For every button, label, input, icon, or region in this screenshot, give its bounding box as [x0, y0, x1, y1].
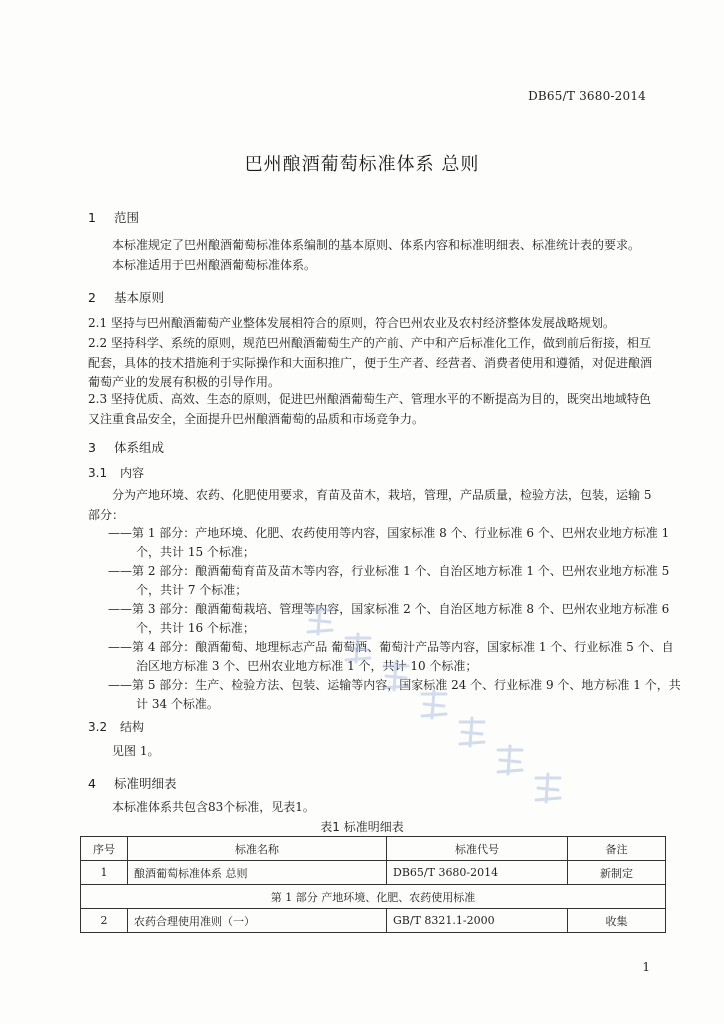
part-5-item: ——第 5 部分：生产、检验方法、包装、运输等内容，国家标准 24 个、行业标准 9 个、地方标准 1 个，共计 34 个标准。	[108, 678, 681, 711]
part-2-item: ——第 2 部分：酿酒葡萄育苗及苗木等内容，行业标准 1 个、自治区地方标准 1 个、巴州农业地方标准 5 个，共计 7 个标准；	[108, 564, 670, 597]
section-number: 3	[88, 440, 96, 455]
table-group-row	[81, 885, 666, 909]
section-1-paragraph-2: 本标准适用于巴州酿酒葡萄标准体系。	[112, 258, 317, 272]
subsection-number: 3.2	[88, 720, 108, 734]
part-4-item: ——第 4 部分：酿酒葡萄、地理标志产品 葡萄酒、葡萄汁产品等内容，国家标准 1 个、行业标准 5 个、自治区地方标准 3 个、巴州农业地方标准 1 个，共计 10 个标准；	[108, 640, 674, 673]
page-number: 1	[642, 960, 650, 974]
cell-standard-name: 农药合理使用准则（一）	[128, 909, 387, 933]
cell-remark: 收集	[568, 909, 666, 933]
clause-2-1: 2.1 坚持与巴州酿酒葡萄产业整体发展相符合的原则，符合巴州农业及农村经济整体发展战略规划。	[88, 316, 615, 330]
section-4-text: 本标准体系共包含83个标准，见表1。	[112, 800, 315, 814]
section-title: 标准明细表	[114, 776, 177, 791]
subsection-title: 内容	[120, 466, 145, 480]
table-row	[81, 861, 666, 885]
cell-standard-name: 酿酒葡萄标准体系 总则	[128, 861, 387, 885]
section-title: 范围	[114, 210, 140, 225]
header-standard-code: 标准代号	[387, 837, 568, 861]
document-code: DB65/T 3680-2014	[528, 89, 646, 103]
part-3-item: ——第 3 部分：酿酒葡萄栽培、管理等内容，国家标准 2 个、自治区地方标准 8 个、巴州农业地方标准 6 个，共计 16 个标准；	[108, 602, 670, 635]
section-number: 4	[88, 776, 96, 791]
section-3-heading	[88, 438, 164, 456]
clause-2-2: 2.2 坚持科学、系统的原则，规范巴州酿酒葡萄生产的产前、产中和产后标准化工作，做到前后衔接，相互配套，具体的技术措施利于实际操作和大面积推广，便于生产者、经营者、消费者使用和遵循，对促进酿酒葡萄产业的发展有积极的引导作用。	[88, 336, 653, 389]
clause-2-3: 2.3 坚持优质、高效、生态的原则，促进巴州酿酒葡萄生产、管理水平的不断提高为目的，既突出地域特色又注重食品安全，全面提升巴州酿酒葡萄的品质和市场竞争力。	[88, 392, 651, 426]
subsection-3-2-text: 见图 1。	[112, 744, 160, 758]
subsection-3-1-intro: 分为产地环境、农药、化肥使用要求，育苗及苗木，栽培，管理，产品质量，检验方法，包装，运输 5 部分：	[88, 488, 652, 522]
table-row	[81, 909, 666, 933]
watermark-stroke	[498, 770, 522, 772]
section-title: 体系组成	[114, 440, 165, 455]
cell-serial: 2	[81, 909, 128, 933]
section-number: 1	[88, 210, 96, 225]
watermark-stroke	[422, 714, 446, 716]
section-4-heading	[88, 774, 177, 792]
watermark-stroke	[462, 732, 482, 734]
subsection-number: 3.1	[88, 466, 108, 480]
section-title: 基本原则	[114, 290, 165, 305]
page-title: 巴州酿酒葡萄标准体系 总则	[244, 154, 480, 175]
header-remark: 备注	[568, 837, 666, 861]
cell-remark: 新制定	[568, 861, 666, 885]
subsection-3-1-heading	[88, 464, 144, 481]
part-1-item: ——第 1 部分：产地环境、化肥、农药使用等内容，国家标准 8 个、行业标准 6 个、巴州农业地方标准 1 个，共计 15 个标准；	[108, 526, 670, 559]
group-label: 第 1 部分 产地环境、化肥、农药使用标准	[81, 885, 666, 909]
section-1-heading	[88, 208, 139, 226]
cell-standard-code: GB/T 8321.1-2000	[387, 909, 568, 933]
table-caption: 表1 标准明细表	[320, 820, 404, 834]
standards-table	[80, 836, 666, 933]
cell-serial: 1	[81, 861, 128, 885]
header-standard-name: 标准名称	[128, 837, 387, 861]
subsection-title: 结构	[120, 720, 145, 734]
header-serial: 序号	[81, 837, 128, 861]
section-1-paragraph-1: 本标准规定了巴州酿酒葡萄标准体系编制的基本原则、体系内容和标准明细表、标准统计表的要求。	[112, 238, 641, 252]
watermark-stroke	[538, 788, 558, 790]
cell-standard-code: DB65/T 3680-2014	[387, 861, 568, 885]
section-number: 2	[88, 290, 96, 305]
table-header-row	[81, 837, 666, 861]
section-2-heading	[88, 288, 164, 306]
subsection-3-2-heading	[88, 718, 144, 735]
